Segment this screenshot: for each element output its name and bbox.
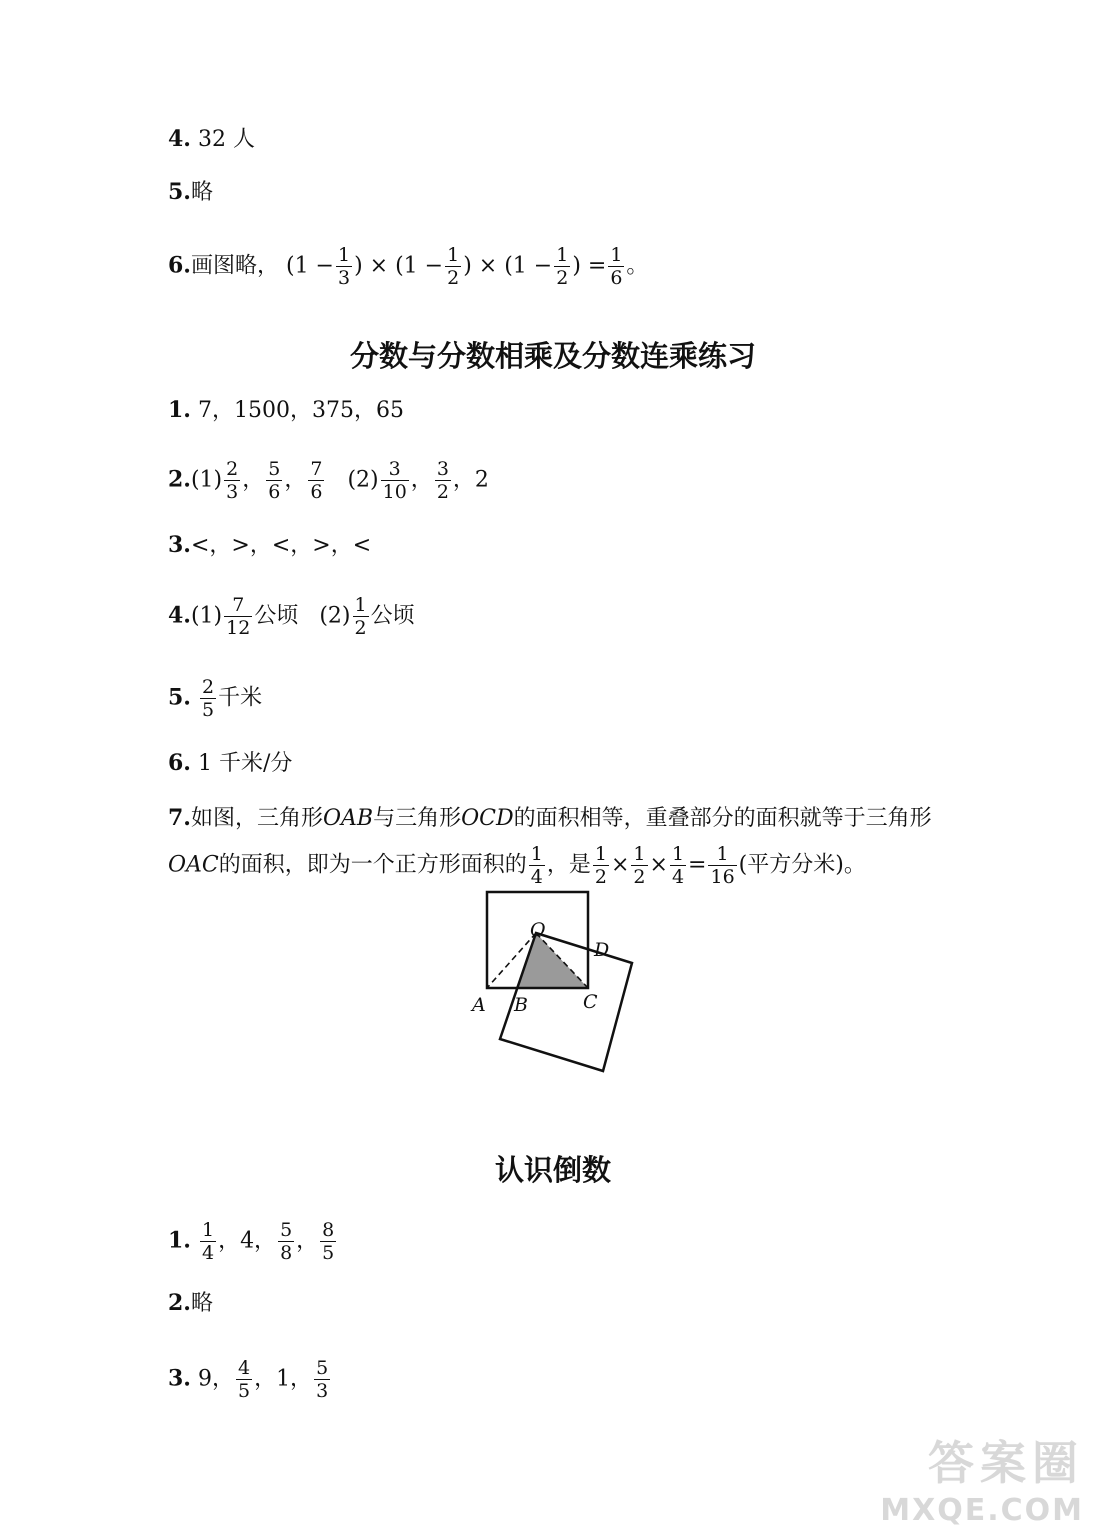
separator: ，	[284, 467, 307, 493]
answer-text: <，>，<，>，<	[190, 533, 372, 558]
unit: 公顷	[254, 603, 299, 629]
expr-part: 。	[626, 253, 649, 279]
point-label-c: C	[583, 991, 598, 1013]
answer-number: 2.	[168, 1290, 191, 1316]
watermark-url: MXQE.COM	[880, 1493, 1084, 1528]
fraction	[266, 458, 282, 503]
numerator: 5	[280, 1219, 293, 1241]
fraction	[353, 594, 369, 639]
numerator: 4	[237, 1357, 251, 1379]
numerator: 1	[633, 843, 646, 865]
numerator: 3	[436, 458, 449, 480]
fraction	[608, 244, 624, 289]
fraction	[224, 458, 240, 503]
numerator: 1	[556, 244, 569, 266]
numerator: 2	[201, 676, 215, 698]
numerator: 1	[708, 843, 736, 866]
denominator: 4	[201, 1242, 215, 1264]
denominator: 3	[226, 481, 239, 503]
numerator: 1	[610, 244, 623, 266]
fraction	[200, 1219, 216, 1264]
denominator: 5	[322, 1242, 335, 1264]
answer-text: ，是	[546, 852, 591, 878]
point-label-b: B	[514, 994, 528, 1016]
point-label-o: O	[530, 919, 546, 941]
numerator: 8	[322, 1219, 335, 1241]
point-label-d: D	[594, 939, 610, 961]
denominator: 4	[671, 866, 685, 888]
denominator: 8	[280, 1242, 293, 1264]
expr-part: (1 −	[285, 253, 334, 279]
operator: =	[688, 852, 707, 878]
answer-number: 7.	[168, 805, 191, 831]
part-label: (2)	[319, 603, 351, 629]
answer-text: 的面积，即为一个正方形面积的	[218, 852, 527, 878]
numerator: 1	[201, 1219, 215, 1241]
answer-7-line2	[168, 843, 866, 888]
fraction	[200, 676, 216, 721]
numerator: 7	[310, 458, 323, 480]
numerator: 1	[354, 594, 367, 616]
fraction	[670, 843, 686, 888]
answer-number: 1.	[168, 1227, 191, 1254]
answer-text: ，4，	[218, 1228, 277, 1254]
fraction	[529, 843, 545, 888]
answer-5b	[168, 676, 262, 721]
reciprocal-answer-1	[168, 1219, 338, 1264]
numerator: 1	[594, 843, 607, 865]
denominator: 5	[201, 699, 215, 721]
answer-number: 5.	[168, 179, 191, 205]
answer-7-line1	[168, 803, 932, 834]
answer-number: 3.	[168, 1365, 191, 1392]
numerator: 5	[268, 458, 281, 480]
unit: 千米	[218, 685, 263, 711]
fraction	[224, 594, 252, 639]
fraction	[278, 1219, 294, 1264]
answer-2	[168, 458, 489, 503]
numerator: 1	[338, 244, 351, 266]
unit: 公顷	[370, 603, 415, 629]
answer-text: 32 人	[197, 127, 255, 152]
fraction	[336, 244, 352, 289]
answer-5	[168, 177, 213, 208]
answer-text: 1 千米/分	[197, 751, 293, 776]
denominator: 6	[610, 267, 623, 289]
fraction	[236, 1357, 252, 1402]
answer-6b	[168, 748, 292, 779]
part-label: (1)	[190, 467, 223, 493]
answer-number: 5.	[168, 684, 191, 711]
denominator: 4	[530, 866, 543, 888]
answer-3	[168, 530, 371, 561]
square-overlap-figure	[470, 885, 645, 1080]
point-label-a: A	[472, 994, 486, 1016]
denominator: 2	[556, 267, 569, 289]
operator: ×	[610, 852, 630, 878]
section-title: 认识倒数	[494, 1153, 611, 1187]
numerator: 3	[381, 458, 409, 481]
reciprocal-answer-2	[168, 1288, 213, 1319]
numerator: 7	[224, 594, 252, 617]
answer-number: 6.	[168, 252, 191, 279]
fraction	[435, 458, 451, 503]
triangle-name: OAC	[168, 852, 219, 878]
answer-text: ，2	[452, 467, 489, 493]
numerator: 5	[316, 1357, 329, 1379]
fraction	[381, 458, 409, 503]
expr-part: ) × (1 −	[463, 253, 553, 279]
denominator: 2	[354, 617, 367, 639]
fraction	[708, 843, 736, 888]
answer-text: 略	[190, 1291, 213, 1316]
denominator: 2	[594, 866, 607, 888]
answer-text: 略	[190, 180, 213, 205]
operator: ×	[649, 852, 668, 878]
fraction	[631, 843, 647, 888]
numerator: 1	[447, 244, 460, 266]
answer-number: 3.	[168, 532, 191, 558]
separator: ，	[296, 1228, 319, 1254]
expr-part: ) =	[572, 253, 607, 279]
denominator: 16	[710, 866, 735, 888]
fraction	[554, 244, 570, 289]
triangle-name: OCD	[461, 806, 514, 831]
expr-part: ) × (1 −	[354, 253, 444, 279]
answer-text: 7，1500，375，65	[197, 398, 404, 423]
answer-text: 如图，三角形	[190, 806, 323, 831]
reciprocal-answer-3	[168, 1357, 332, 1402]
denominator: 5	[237, 1380, 251, 1402]
numerator: 2	[226, 458, 239, 480]
part-label: (2)	[347, 467, 379, 493]
fraction	[593, 843, 609, 888]
numerator: 1	[671, 843, 685, 865]
watermark-logo-text: 答案圈	[928, 1436, 1084, 1490]
answer-text: ，1，	[254, 1366, 313, 1392]
denominator: 2	[447, 267, 460, 289]
answer-number: 2.	[168, 466, 191, 493]
answer-6	[168, 244, 648, 289]
answer-number: 4.	[168, 126, 191, 152]
part-label: (1)	[190, 603, 223, 629]
separator: ，	[410, 467, 433, 493]
denominator: 3	[316, 1380, 329, 1402]
section-title: 分数与分数相乘及分数连乘练习	[349, 339, 756, 373]
fraction	[320, 1219, 336, 1264]
answer-1	[168, 395, 404, 426]
denominator: 3	[338, 267, 351, 289]
site-watermark	[880, 1427, 1084, 1528]
fraction	[314, 1357, 330, 1402]
fraction	[308, 458, 324, 503]
answer-text: 9，	[197, 1366, 234, 1392]
separator: ，	[242, 467, 265, 493]
answer-text: 与三角形	[373, 806, 462, 831]
answer-text: 画图略，	[190, 253, 279, 279]
answer-number: 1.	[168, 397, 191, 423]
denominator: 12	[226, 617, 251, 639]
answer-number: 4.	[168, 602, 191, 629]
denominator: 10	[382, 481, 407, 503]
triangle-name: OAB	[322, 806, 374, 831]
answer-text: 的面积相等，重叠部分的面积就等于三角形	[513, 806, 932, 831]
numerator: 1	[530, 843, 543, 865]
answer-4b	[168, 594, 415, 639]
denominator: 2	[436, 481, 449, 503]
fraction	[445, 244, 461, 289]
answer-4	[168, 124, 255, 155]
denominator: 2	[633, 866, 646, 888]
denominator: 6	[268, 481, 281, 503]
answer-number: 6.	[168, 750, 191, 776]
answer-text: (平方分米)。	[738, 852, 866, 878]
denominator: 6	[310, 481, 323, 503]
